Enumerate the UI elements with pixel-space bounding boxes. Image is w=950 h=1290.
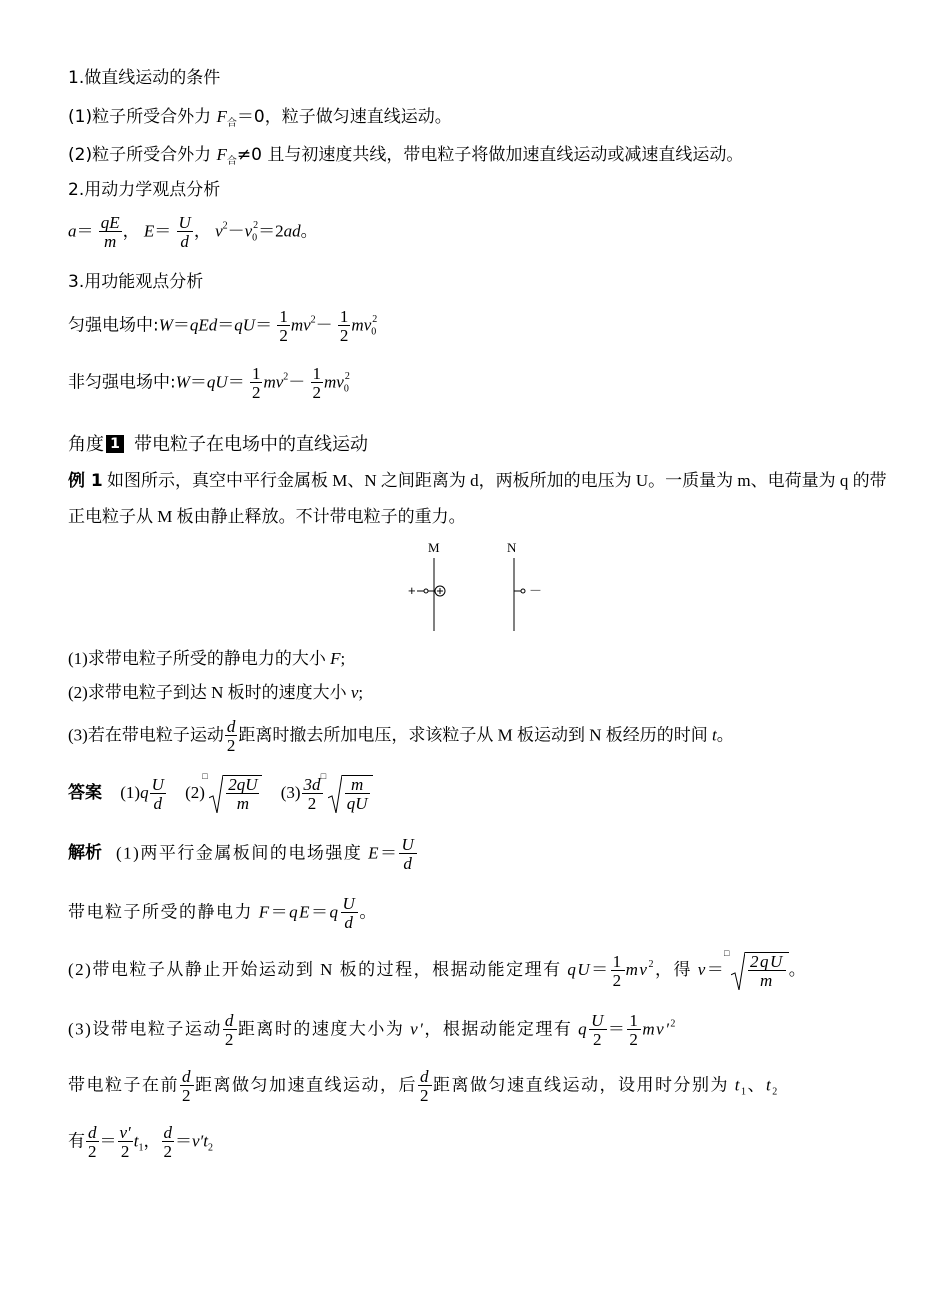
negative-terminal	[521, 589, 525, 593]
section-2-heading: 2.用动力学观点分析	[68, 180, 221, 200]
question-2: (2)求带电粒子到达 N 板时的速度大小 v;	[68, 683, 364, 702]
analysis-line-6: 有 $\frac{d}{2}$ ＝ $\frac{v'}{2}$ $t_1$， $\frac{d}{2}$ $=v't_2$	[68, 1123, 213, 1161]
plate-n-label: N	[507, 540, 517, 555]
parallel-plates-figure	[400, 536, 560, 641]
angle-number-badge: 1	[106, 435, 124, 453]
answer-line: 答案 (1)q $\frac{U}{d}$ (2) □ $\frac{2qU}{m}$ (3) $\frac{3d}{2}$ □ $\frac{m}{qU}$	[68, 775, 373, 813]
analysis-line-3: (2)带电粒子从静止开始运动到 N 板的过程，根据动能定理有 qU＝ $\frac{1}{2}$ $mv^2$，得 v＝ □ $\frac{2qU}{m}$ 。	[68, 948, 808, 990]
section-1-heading: 1.做直线运动的条件	[68, 68, 221, 88]
analysis-line-2: 带电粒子所受的静电力 F＝qE＝q $\frac{U}{d}$ 。	[68, 894, 378, 932]
negative-terminal-label: －	[529, 583, 543, 598]
analysis-line-1: 解析 (1)两平行金属板间的电场强度 E＝ $\frac{U}{d}$	[68, 835, 416, 873]
parallel-plates-diagram	[400, 536, 560, 636]
example-1-text: 例 1 如图所示，真空中平行金属板 M、N 之间距离为 d，两板所加的电压为 U。一质量为 m、电荷量为 q 的带正电粒子从 M 板由静止释放。不计带电粒子的重力。	[68, 471, 887, 526]
answer-3-sqrt: □ $\frac{m}{qU}$	[328, 775, 373, 813]
dynamics-formula: a＝ $\frac{qE}{m}$ ， E＝ $\frac{U}{d}$ ， $v^2-v_0^2=2ad$。	[68, 213, 318, 251]
analysis-line-4: (3)设带电粒子运动 $\frac{d}{2}$ 距离时的速度大小为 v′，根据动能定理有 q $\frac{U}{2}$ ＝ $\frac{1}{2}$ $mv'^2$	[68, 1011, 677, 1049]
plate-m-label: M	[428, 540, 440, 555]
condition-2: (2)粒子所受合外力 $F_合\ne 0$ 且与初速度共线，带电粒子将做加速直线运动或减速直线运动。	[68, 145, 744, 167]
uniform-field-energy: 匀强电场中:W＝qEd＝qU＝ $\frac{1}{2}$ $mv^2-$ $\frac{1}{2}$ $mv_0^2$	[68, 307, 378, 345]
analysis-line-5: 带电粒子在前 $\frac{d}{2}$ 距离做匀加速直线运动，后 $\frac{d}{2}$ 距离做匀速直线运动，设用时分别为 $t_1$、$t_2$	[68, 1067, 779, 1105]
answer-2-sqrt: □ $\frac{2qU}{m}$	[209, 775, 262, 813]
nonuniform-field-energy: 非匀强电场中:W＝qU＝ $\frac{1}{2}$ $mv^2-$ $\frac{1}{2}$ $mv_0^2$	[68, 364, 350, 402]
question-1: (1)求带电粒子所受的静电力的大小 F;	[68, 649, 346, 668]
positive-terminal	[424, 589, 428, 593]
section-3-heading: 3.用功能观点分析	[68, 272, 204, 292]
positive-terminal-label: +	[408, 583, 416, 598]
angle-heading: 角度 1 带电粒子在电场中的直线运动	[68, 434, 368, 455]
analysis-velocity-sqrt: □ $\frac{2qU}{m}$	[731, 952, 789, 990]
question-3: (3)若在带电粒子运动 $\frac{d}{2}$ 距离时撤去所加电压，求该粒子从 M 板运动到 N 板经历的时间 t。	[68, 717, 734, 755]
condition-1: (1)粒子所受合外力 $F_合=0$，粒子做匀速直线运动。	[68, 107, 452, 129]
